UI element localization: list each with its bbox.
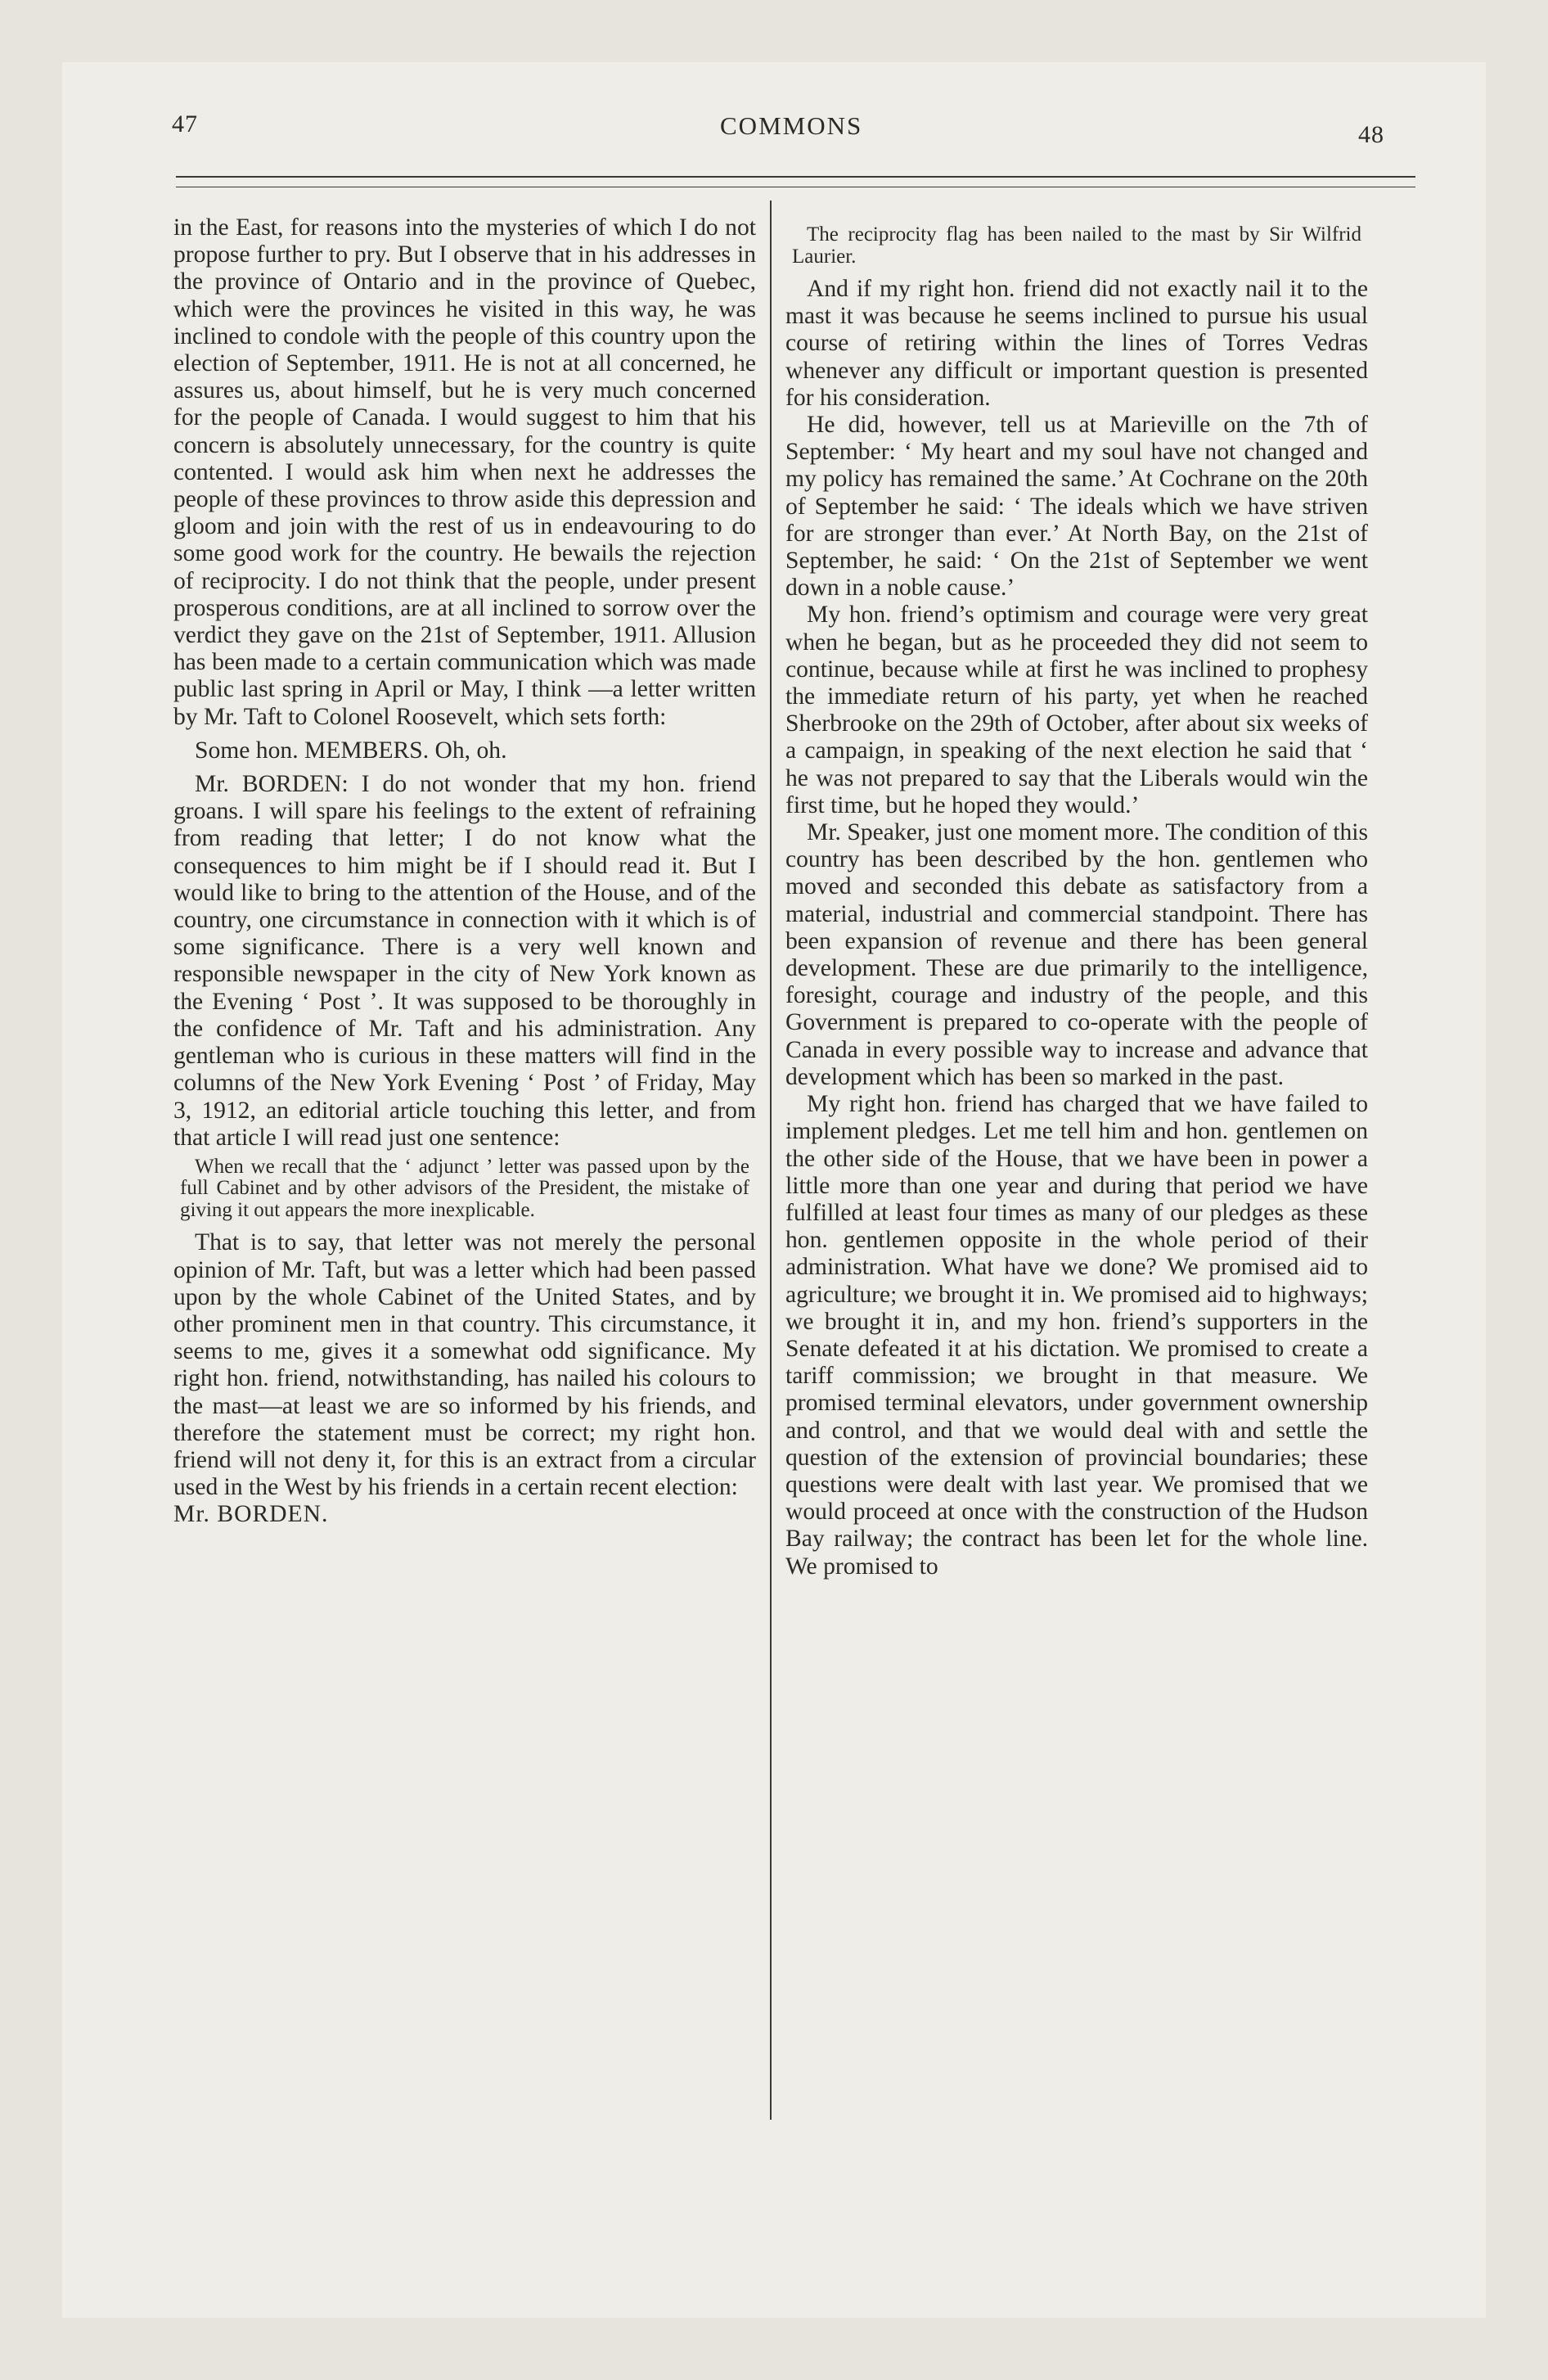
right-column — [785, 219, 1368, 1580]
paragraph: Some hon. MEMBERS. Oh, oh. — [195, 737, 507, 764]
running-head: COMMONS — [720, 111, 863, 140]
paragraph: Mr. Speaker, just one moment more. The condition of this country has been described by the hon. gentlemen who moved and seconded this debate as satisfactory from a material, industrial and commercial standpoint. There has been expansion of revenue and there has been general development. These are due primarily to the intelligence, foresight, courage and industry of the people, and this Government is prepared to co-operate with the people of Canada in every possible way to increase and advance that development which has been so marked in the past. — [785, 819, 1368, 1090]
paragraph: He did, however, tell us at Marieville on the 7th of September: ‘ My heart and my soul have not changed and my policy has remained the same.’ At Cochrane on the 20th of September he said: ‘ The ideals which we have striven for are stronger than ever.’ At North Bay, on the 21st of September, he said: ‘ On the 21st of September we went down in a noble cause.’ — [785, 412, 1368, 602]
paragraph: in the East, for reasons into the mysteries of which I do not propose further to pry. But I observe that in his addresses in the province of Ontario and in the province of Quebec, which were the provinces he visited in this way, he was inclined to condole with the people of this country upon the election of September, 1911. He is not at all concerned, he assures us, about himself, but he is very much concerned for the people of Canada. I would suggest to him that his concern is absolutely unnecessary, for the country is quite contented. I would ask him when next he addresses the people of these provinces to throw aside this depression and gloom and join with the rest of us in endeavouring to do some good work for the country. He bewails the rejection of reciprocity. I do not think that the people, under present prosperous conditions, are at all inclined to sorrow over the verdict they gave on the 21st of September, 1911. Allusion has been made to a certain communication which was made public last spring in April or May, I think —a letter written by Mr. Taft to Colonel Roosevelt, which sets forth: — [173, 214, 756, 730]
paragraph: My right hon. friend has charged that we have failed to implement pledges. Let me tell him and hon. gentlemen on the other side of the House, that we have been in power a little more than one year and during that period we have fulfilled at least four times as many of our pledges as these hon. gentlemen opposite in the whole period of their administration. What have we done? We promised aid to agriculture; we brought it in. We promised aid to highways; we brought it in, and my hon. friend’s supporters in the Senate defeated it at his dictation. We promised to create a tariff commission; we brought in that measure. We promised terminal elevators, under government ownership and control, and that we would deal with and settle the question of the extension of provincial boundaries; these questions were dealt with last year. We promised that we would proceed at once with the construction of the Hudson Bay railway; the contract has been let for the whole line. We promised to — [785, 1091, 1368, 1580]
column-divider — [770, 201, 772, 2120]
header-rule — [176, 176, 1415, 178]
paragraph: That is to say, that letter was not merely the personal opinion of Mr. Taft, but was a letter which had been passed upon by the whole Cabinet of the United States, and by other prominent men in that country. This circumstance, it seems to me, gives it a somewhat odd significance. My right hon. friend, notwithstanding, has nailed his colours to the mast—at least we are so informed by his friends, and therefore the statement must be correct; my right hon. friend will not deny it, for this is an extract from a circular used in the West by his friends in a certain recent election: — [173, 1229, 756, 1501]
page-number-left: 47 — [172, 110, 198, 137]
paragraph: My hon. friend’s optimism and courage were very great when he began, but as he proceeded they did not seem to continue, because while at first he was inclined to prophesy the immediate return of his party, yet when he reached Sherbrooke on the 29th of October, after about six weeks of a campaign, in speaking of the next election he said that ‘ he was not prepared to say that the Liberals would win the first time, but he hoped they would.’ — [785, 602, 1368, 818]
paragraph: And if my right hon. friend did not exactly nail it to the mast it was because he seems inclined to pursue his usual course of retiring within the lines of Torres Vedras whenever any difficult or important question is presented for his consideration. — [785, 276, 1368, 411]
signoff: Mr. BORDEN. — [173, 1501, 329, 1528]
page-number-right: 48 — [1358, 121, 1384, 148]
block-quote: The reciprocity flag has been nailed to the mast by Sir Wilfrid Laurier. — [792, 223, 1361, 268]
paragraph: Mr. BORDEN: I do not wonder that my hon. friend groans. I will spare his feelings to the extent of refraining from reading that letter; I do not know what the consequences to him might be if I should read it. But I would like to bring to the attention of the House, and of the country, one circumstance in connection with it which is of some significance. There is a very well known and responsible newspaper in the city of New York known as the Evening ‘ Post ’. It was supposed to be thoroughly in the confidence of Mr. Taft and his administration. Any gentleman who is curious in these matters will find in the columns of the New York Evening ‘ Post ’ of Friday, May 3, 1912, an editorial article touching this letter, and from that article I will read just one sentence: — [173, 771, 756, 1151]
block-quote: When we recall that the ‘ adjunct ’ letter was passed upon by the full Cabinet and by other advisors of the President, the mistake of giving it out appears the more inexplicable. — [180, 1155, 749, 1221]
left-column — [173, 214, 756, 1529]
